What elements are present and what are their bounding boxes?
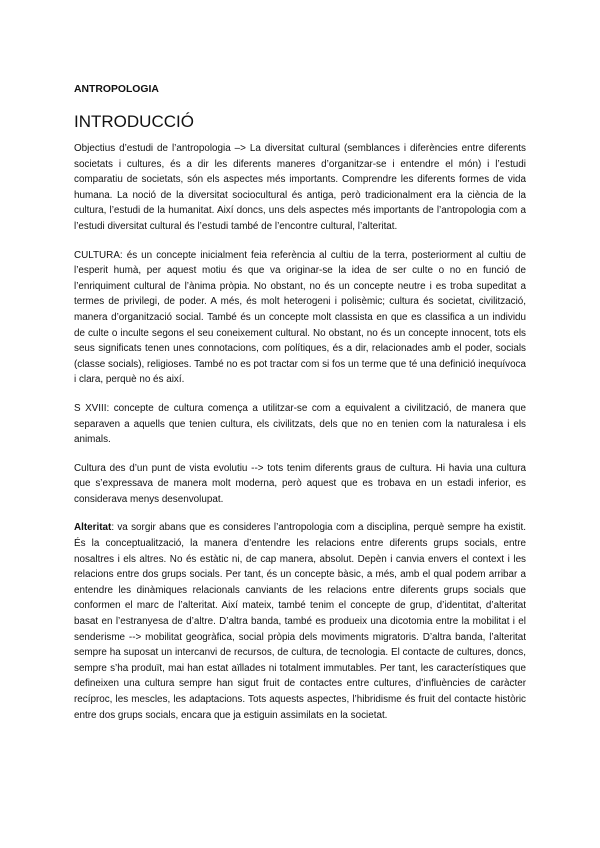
term-alteritat: Alteritat	[74, 522, 112, 534]
paragraph-text: S XVIII: concepte de cultura comença a utilitzar-se com a equivalent a civilització, de manera que separaven a aquells que tenien cultura, els civilitzats, dels que no en tenien com la naturalesa i els animals.	[74, 402, 526, 446]
paragraph-text: CULTURA: és un concepte inicialment feia referència al cultiu de la terra, posteriorment al cultiu de l’esperit humà, per aquest motiu és que va originar-se la idea de ser culte o no en funció de l’enriquiment cultural de l’ànima pròpia. No obstant, no és un concepte neutre i es troba supeditat a termes de privilegi, de poder. A més, és molt heterogeni i polisèmic; cultura és societat, civilització, manera d’organització social. També és un concepte molt classista en que es classifica a un individu de culte o inculte segons el seu coneixement cultural. No obstant, no és un concepte innocent, tots els seus significats tenen unes connotacions, com polítiques, és a dir, relacionades amb el poder, socials (classe socials), religioses. També no es pot tractar com si fos un terme que té una definició inequívoca i clara, perquè no és així.	[74, 249, 526, 386]
paragraph-text: Cultura des d’un punt de vista evolutiu --> tots tenim diferents graus de cultura. Hi havia una cultura que s’expressava de manera molt moderna, però aquest que es trobava en un estadi inferior, es considerava menys desenvolupat.	[74, 462, 526, 505]
paragraph-evolutiu	[74, 461, 526, 508]
paragraph-text: Objectius d’estudi de l’antropologia –> La diversitat cultural (semblances i diferències entre diferents societats i cultures, és a dir les diferents maneres d’organitzar-se i entendre el món) i l’estudi comparatiu de societats, són els aspectes més importants. Comprendre les diferents formes de vida humana. La noció de la diversitat sociocultural és antiga, però tradicionalment era la ciència de la cultura, l’estudi de la humanitat. Així doncs, uns dels aspectes més importants de l’antropologia com a l’estudi diversitat cultural és l’estudi també de l’encontre cultural, l’alteritat.	[74, 143, 526, 232]
body-text	[74, 141, 526, 723]
paragraph-segle-xviii	[74, 401, 526, 448]
page-content	[74, 83, 526, 736]
subject-heading: ANTROPOLOGIA	[74, 84, 159, 95]
paragraph-alteritat	[74, 520, 526, 723]
paragraph-objectives	[74, 141, 526, 235]
paragraph-cultura	[74, 248, 526, 388]
paragraph-text: : va sorgir abans que es consideres l’antropologia com a disciplina, perquè sempre ha existit. És la conceptualització, la manera d’entendre les relacions entre diferents grups socials, entre nosaltres i els altres. No és estàtic ni, de cap manera, absolut. Depèn i canvia envers el context i les relacions entre dos grups socials. Per tant, és un concepte bàsic, a més, amb el qual podem arribar a entendre les dinàmiques relacionals canviants de les relacions entre diferents grups socials que conformen el marc de l’alteritat. Així mateix, també tenim el concepte de grup, d’identitat, d’alteritat basat en l’estranyesa de d’altre. D’altra banda, també es produeix una dicotomia entre la mobilitat i el senderisme --> mobilitat geogràfica, social pròpia dels moviments migratoris. D’altra banda, l’alteritat sempre ha suposat un intercanvi de recursos, de cultura, de tecnologia. El contacte de cultures, doncs, sempre s’ha produït, mai han estat aïllades ni totalment immutables. Per tant, les característiques que defineixen una cultura sempre han sigut fruit de contactes entre cultures, d’influències de caràcter recíproc, les mescles, les adaptacions. Tots aquests aspectes, l’hibridisme és fruit del contacte històric entre dos grups socials, encara que ja estiguin assimilats en la societat.	[74, 522, 526, 721]
page-title: INTRODUCCIÓ	[74, 112, 194, 131]
